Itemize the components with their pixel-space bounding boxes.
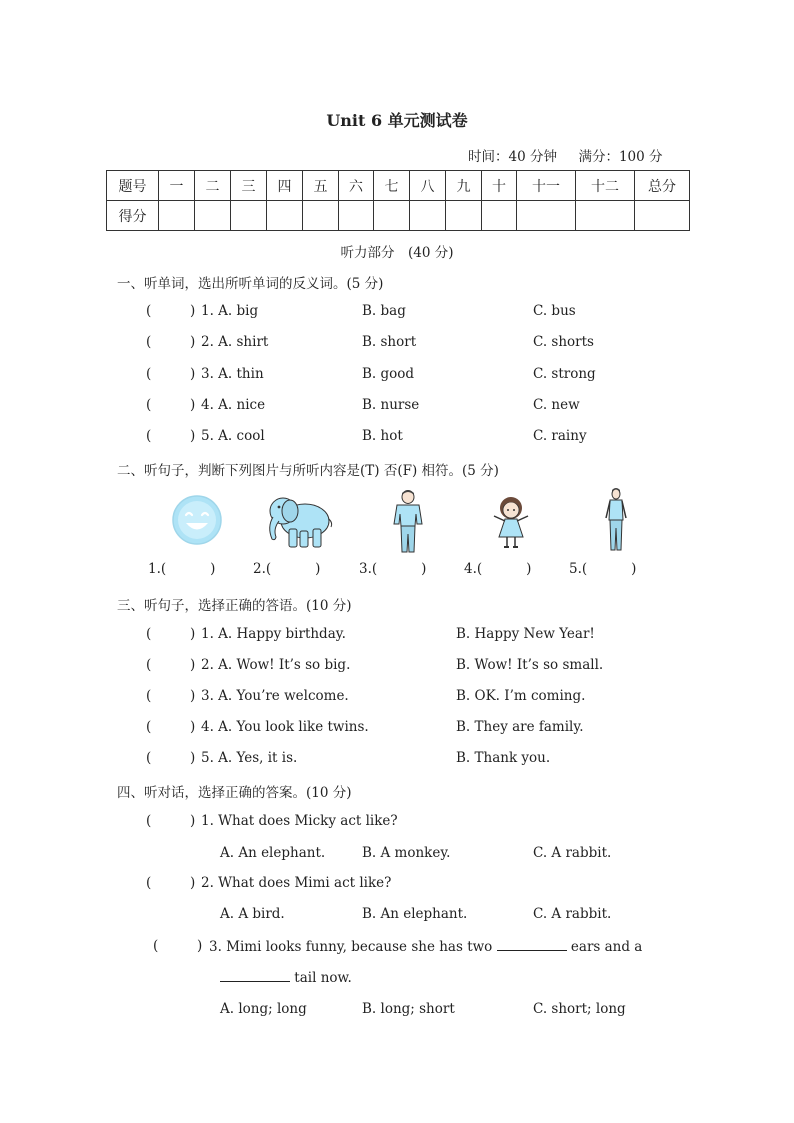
exam-meta [468, 145, 663, 165]
header-cell: 十二 [576, 171, 635, 201]
header-cell: 题号 [107, 171, 159, 201]
section2-heading: 二、听句子，判断下列图片与所听内容是(T) 否(F) 相符。(5 分) [117, 463, 499, 479]
score-cell[interactable] [517, 201, 576, 231]
score-cell[interactable] [303, 201, 339, 231]
option-a: 1. A. Happy birthday. [201, 626, 346, 642]
option-c: C. shorts [533, 334, 594, 350]
answer-slot[interactable]: ( ) [146, 657, 196, 673]
option-b: B. bag [362, 303, 406, 319]
option-a: 5. A. Yes, it is. [201, 750, 298, 766]
option-a: A. long; long [220, 1001, 307, 1017]
question-text: 2. What does Mimi act like? [201, 875, 392, 891]
option-b: B. long; short [362, 1001, 455, 1017]
picture-answer-2[interactable]: 2.( ) [253, 561, 321, 577]
part-title: 听力部分 (40 分) [340, 245, 454, 261]
option-b: B. They are family. [456, 719, 584, 735]
option-b: B. Happy New Year! [456, 626, 595, 642]
option-c: C. bus [533, 303, 576, 319]
time-limit: 时间：40 分钟 [468, 149, 557, 165]
fill-blank-1[interactable] [497, 938, 567, 951]
header-cell: 四 [267, 171, 303, 201]
row-label: 得分 [107, 201, 159, 231]
option-b: B. Thank you. [456, 750, 551, 766]
option-b: B. Wow! It’s so small. [456, 657, 604, 673]
option-c: C. A rabbit. [533, 906, 612, 922]
question-text: 3. Mimi looks funny, because she has two ears and a [209, 939, 643, 955]
option-a: 2. A. Wow! It’s so big. [201, 657, 351, 673]
man-icon [386, 490, 430, 554]
answer-slot[interactable]: ( ) [146, 626, 196, 642]
answer-slot[interactable]: ( ) [146, 334, 196, 350]
option-c: C. short; long [533, 1001, 626, 1017]
option-b: B. good [362, 366, 415, 382]
option-b: B. An elephant. [362, 906, 468, 922]
answer-slot[interactable]: ( ) [146, 813, 196, 829]
answer-slot[interactable]: ( ) [146, 750, 196, 766]
answer-slot[interactable]: ( ) [146, 428, 196, 444]
score-cell[interactable] [231, 201, 267, 231]
answer-slot[interactable]: ( ) [146, 303, 196, 319]
header-cell: 二 [195, 171, 231, 201]
score-cell[interactable] [374, 201, 410, 231]
score-table-score-row [107, 201, 690, 231]
score-table-header-row [107, 171, 690, 201]
score-cell[interactable] [576, 201, 635, 231]
picture-answer-5[interactable]: 5.( ) [569, 561, 637, 577]
answer-slot[interactable]: ( ) [146, 719, 196, 735]
elephant-icon [263, 489, 335, 551]
header-cell: 一 [159, 171, 195, 201]
score-cell[interactable] [339, 201, 374, 231]
option-b: B. A monkey. [362, 845, 451, 861]
option-c: C. strong [533, 366, 596, 382]
option-a: 1. A. big [201, 303, 259, 319]
answer-slot[interactable]: ( ) [153, 938, 203, 954]
option-a: 3. A. You’re welcome. [201, 688, 349, 704]
score-cell[interactable] [195, 201, 231, 231]
option-a: 4. A. You look like twins. [201, 719, 369, 735]
picture-answer-1[interactable]: 1.( ) [148, 561, 216, 577]
header-cell: 十一 [517, 171, 576, 201]
header-cell: 七 [374, 171, 410, 201]
score-cell[interactable] [159, 201, 195, 231]
score-cell[interactable] [410, 201, 446, 231]
answer-slot[interactable]: ( ) [146, 366, 196, 382]
score-cell[interactable] [446, 201, 482, 231]
option-a: 2. A. shirt [201, 334, 269, 350]
picture-answer-3[interactable]: 3.( ) [359, 561, 427, 577]
option-b: B. OK. I’m coming. [456, 688, 586, 704]
full-score: 满分：100 分 [578, 149, 663, 165]
header-cell: 九 [446, 171, 482, 201]
question-text: 1. What does Micky act like? [201, 813, 398, 829]
score-cell[interactable] [635, 201, 690, 231]
header-cell: 三 [231, 171, 267, 201]
option-a: 4. A. nice [201, 397, 266, 413]
slim-man-icon [601, 488, 631, 554]
score-cell[interactable] [482, 201, 517, 231]
option-a: 5. A. cool [201, 428, 265, 444]
option-c: C. rainy [533, 428, 587, 444]
page-title: Unit 6 单元测试卷 [326, 111, 468, 130]
option-a: A. A bird. [220, 906, 285, 922]
option-b: B. nurse [362, 397, 420, 413]
question-text-cont: tail now. [220, 969, 352, 986]
header-cell: 六 [339, 171, 374, 201]
header-cell: 五 [303, 171, 339, 201]
header-cell: 十 [482, 171, 517, 201]
section3-heading: 三、听句子，选择正确的答语。(10 分) [117, 598, 352, 614]
fill-blank-2[interactable] [220, 969, 290, 982]
girl-icon [488, 494, 534, 550]
answer-slot[interactable]: ( ) [146, 397, 196, 413]
picture-answer-4[interactable]: 4.( ) [464, 561, 532, 577]
score-cell[interactable] [267, 201, 303, 231]
score-table [106, 170, 690, 231]
header-cell: 八 [410, 171, 446, 201]
section4-heading: 四、听对话，选择正确的答案。(10 分) [117, 785, 352, 801]
header-cell: 总分 [635, 171, 690, 201]
option-b: B. hot [362, 428, 403, 444]
option-a: A. An elephant. [220, 845, 326, 861]
option-c: C. A rabbit. [533, 845, 612, 861]
option-c: C. new [533, 397, 580, 413]
answer-slot[interactable]: ( ) [146, 875, 196, 891]
answer-slot[interactable]: ( ) [146, 688, 196, 704]
option-a: 3. A. thin [201, 366, 264, 382]
option-b: B. short [362, 334, 417, 350]
section1-heading: 一、听单词，选出所听单词的反义词。(5 分) [117, 276, 384, 292]
smiley-face-icon [171, 494, 223, 546]
